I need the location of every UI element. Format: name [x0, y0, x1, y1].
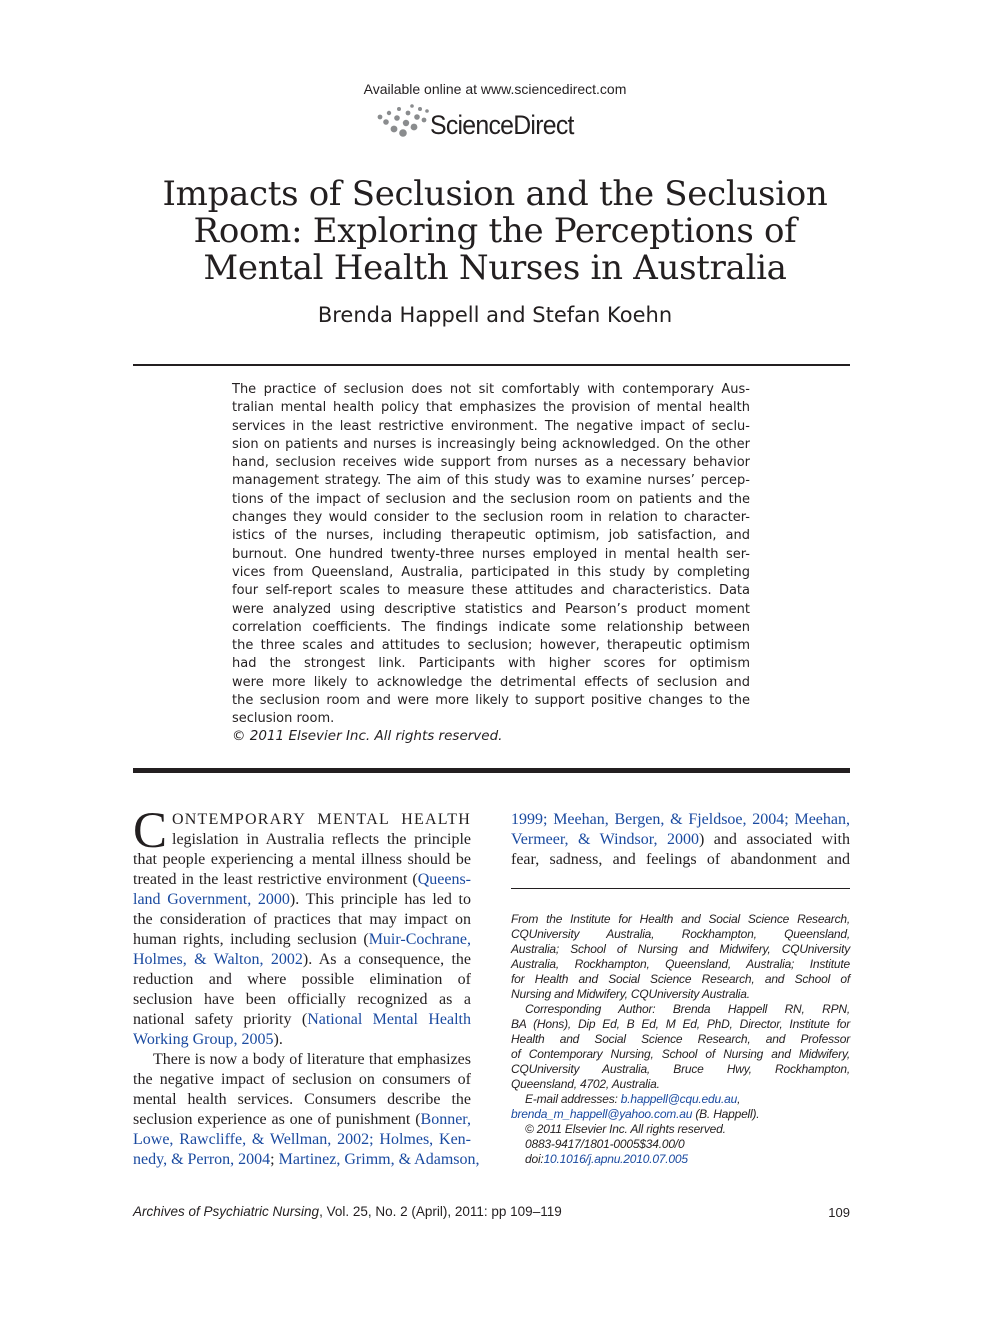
body-line: ONTEMPORARY MENTAL HEALTH [172, 811, 471, 828]
body-column-left [133, 803, 480, 1170]
abstract-divider [133, 768, 850, 773]
body-text: ; [270, 1151, 279, 1168]
citation-link[interactable]: Queens- [417, 871, 471, 888]
body-line: reduction and where possible elimination of [133, 971, 471, 988]
doi-link[interactable]: 10.1016/j.apnu.2010.07.005 [543, 1152, 688, 1166]
body-text: ). This principle has led to [289, 891, 472, 908]
footnote-line: CQUniversity Australia, Bruce Hwy, Rockhampton, [511, 1062, 850, 1076]
abstract-line: were more likely to acknowledge the detrimental effects of seclusion and [232, 674, 750, 690]
body-line: the negative impact of seclusion on consumers of [133, 1071, 471, 1088]
body-line: There is now a body of literature that emphasizes [153, 1051, 471, 1068]
sciencedirect-dots-icon [372, 102, 432, 142]
abstract-line: sion on patients and nurses is increasingly being acknowledged. On the other [232, 436, 750, 452]
abstract-line: management strategy. The aim of this study was to examine nurses’ percep- [232, 473, 750, 489]
footnote-line [511, 1107, 850, 1122]
footnote-line: 0883-9417/1801-0005$34.00/0 [525, 1137, 685, 1151]
title-line: Room: Exploring the Perceptions of [193, 211, 797, 251]
footnote-line: Corresponding Author: Brenda Happell RN, RPN, [525, 1002, 850, 1016]
journal-details: , Vol. 25, No. 2 (April), 2011: pp 109–119 [319, 1204, 562, 1219]
abstract-line: the three scales and attitudes to seclusion; however, therapeutic optimism [232, 638, 750, 654]
abstract-line: the seclusion room and were more likely to support positive changes to the [232, 693, 750, 709]
citation-link[interactable]: Bonner, [420, 1111, 471, 1128]
title-line: Mental Health Nurses in Australia [203, 248, 787, 288]
body-line [133, 1010, 471, 1030]
available-online-text: Available online at www.sciencedirect.com [363, 81, 627, 97]
separator: , [737, 1092, 741, 1106]
sciencedirect-logo[interactable] [372, 100, 612, 144]
body-line [133, 930, 471, 950]
abstract-line: four self-report scales to measure these attitudes and characteristics. Data [232, 583, 750, 599]
email-label: E-mail addresses: [525, 1092, 621, 1106]
footnote-line: Health and Social Science Research, and Professor [511, 1032, 850, 1046]
footnote-divider [511, 888, 850, 889]
footnote-line: Queensland, 4702, Australia. [511, 1077, 660, 1091]
title-line: Impacts of Seclusion and the Seclusion [162, 174, 828, 214]
abstract-line: vices from Queensland, Australia, participated in this study by completing [232, 564, 750, 580]
body-line [133, 1110, 471, 1130]
footnote-line: From the Institute for Health and Social Science Research, [511, 912, 850, 926]
abstract-line: istics of the nurses, including therapeutic optimism, job satisfaction, and [232, 528, 750, 544]
abstract-line: seclusion room. [232, 711, 335, 727]
abstract-line: The practice of seclusion does not sit comfortably with contemporary Aus- [232, 382, 750, 397]
journal-name: Archives of Psychiatric Nursing [133, 1204, 320, 1219]
drop-cap: C [133, 803, 168, 859]
body-text: ). [273, 1031, 283, 1048]
sciencedirect-wordmark: ScienceDirect [430, 110, 574, 140]
footnote-line: © 2011 Elsevier Inc. All rights reserved. [525, 1122, 726, 1136]
abstract-line: tions of the impact of seclusion and the seclusion room on patients and the [232, 491, 750, 507]
article-title [120, 176, 870, 287]
abstract [232, 381, 750, 729]
footnote-line: of Contemporary Nursing, School of Nursing and Midwifery, [511, 1047, 850, 1061]
abstract-line: hand, seclusion receives wide support from nurses as a necessary behavior [232, 455, 750, 471]
citation-link[interactable]: nedy, & Perron, 2004 [133, 1151, 271, 1168]
body-text: treated in the least restrictive environment ( [133, 871, 418, 888]
body-line [133, 950, 471, 970]
page-number: 109 [828, 1205, 850, 1220]
citation-link[interactable]: Muir-Cochrane, [368, 931, 471, 948]
body-line [511, 830, 850, 850]
citation-link[interactable]: Vermeer, & Windsor, 2000 [511, 831, 699, 848]
body-line [133, 890, 471, 910]
abstract-line: tralian mental health policy that emphasizes the provision of mental health [232, 400, 750, 416]
doi-label: doi: [525, 1152, 544, 1166]
body-line: legislation in Australia reflects the principle [172, 831, 471, 848]
footnote-line [511, 1092, 850, 1107]
email-owner: (B. Happell). [692, 1107, 760, 1121]
body-text: ). As a consequence, the [302, 951, 471, 968]
footnotes [511, 912, 850, 1167]
body-text: ) and associated with [698, 831, 851, 848]
footnote-line: Australia, Rockhampton, Queensland, Australia; Institute [511, 957, 850, 971]
abstract-line: had the strongest link. Participants with higher scores for optimism [232, 656, 750, 672]
body-line [133, 1150, 480, 1170]
footnote-line: Nursing and Midwifery, CQUniversity Australia. [511, 987, 750, 1001]
citation-link[interactable]: Lowe, Rawcliffe, & Wellman, 2002; Holmes, Ken- [133, 1131, 471, 1148]
citation-link[interactable]: Martinez, Grimm, & Adamson, [278, 1151, 480, 1168]
citation-link[interactable]: 1999; Meehan, Bergen, & Fjeldsoe, 2004; Meehan, [511, 811, 850, 828]
citation-link[interactable]: land Government, 2000 [133, 891, 290, 908]
abstract-line: services in the least restrictive environment. The negative impact of seclu- [232, 418, 750, 434]
header-divider [133, 364, 850, 366]
citation-link[interactable]: Working Group, 2005 [133, 1031, 274, 1048]
abstract-copyright: © 2011 Elsevier Inc. All rights reserved. [232, 728, 503, 744]
footnote-line: BA (Hons), Dip Ed, B Ed, M Ed, PhD, Director, Institute for [511, 1017, 850, 1031]
body-line: that people experiencing a mental illness should be [133, 851, 471, 868]
body-line: the consideration of practices that may impact on [133, 911, 471, 928]
footnote-line [511, 1152, 850, 1167]
body-line [133, 1030, 471, 1050]
citation-link[interactable]: National Mental Health [307, 1011, 471, 1028]
body-line: fear, sadness, and feelings of abandonment and [511, 851, 850, 868]
article-authors: Brenda Happell and Stefan Koehn [317, 303, 673, 327]
body-column-right [511, 810, 850, 870]
body-text: national safety priority ( [133, 1011, 308, 1028]
footnote-line: Australia; School of Nursing and Midwifery, CQUniversity [511, 942, 850, 956]
body-line [133, 870, 471, 890]
footnote-line: for Health and Social Science Research, and School of [511, 972, 850, 986]
email-link[interactable]: brenda_m_happell@yahoo.com.au [511, 1107, 693, 1121]
journal-citation [133, 1204, 562, 1219]
abstract-line: changes they would consider to the seclusion room in relation to character- [232, 510, 750, 526]
body-line: mental health services. Consumers describe the [133, 1091, 471, 1108]
abstract-line: burnout. One hundred twenty-three nurses employed in mental health ser- [232, 546, 750, 562]
footnote-line: CQUniversity Australia, Rockhampton, Queensland, [511, 927, 850, 941]
body-text: seclusion experience as one of punishment ( [133, 1111, 421, 1128]
body-line: seclusion have been officially recognized as a [133, 991, 471, 1008]
email-link[interactable]: b.happell@cqu.edu.au [620, 1092, 738, 1106]
abstract-line: were analyzed using descriptive statistics and Pearson’s product moment [232, 601, 750, 617]
body-text: human rights, including seclusion ( [133, 931, 369, 948]
citation-link[interactable]: Holmes, & Walton, 2002 [133, 951, 303, 968]
abstract-line: correlation coefficients. The findings indicate some relationship between [232, 619, 750, 635]
